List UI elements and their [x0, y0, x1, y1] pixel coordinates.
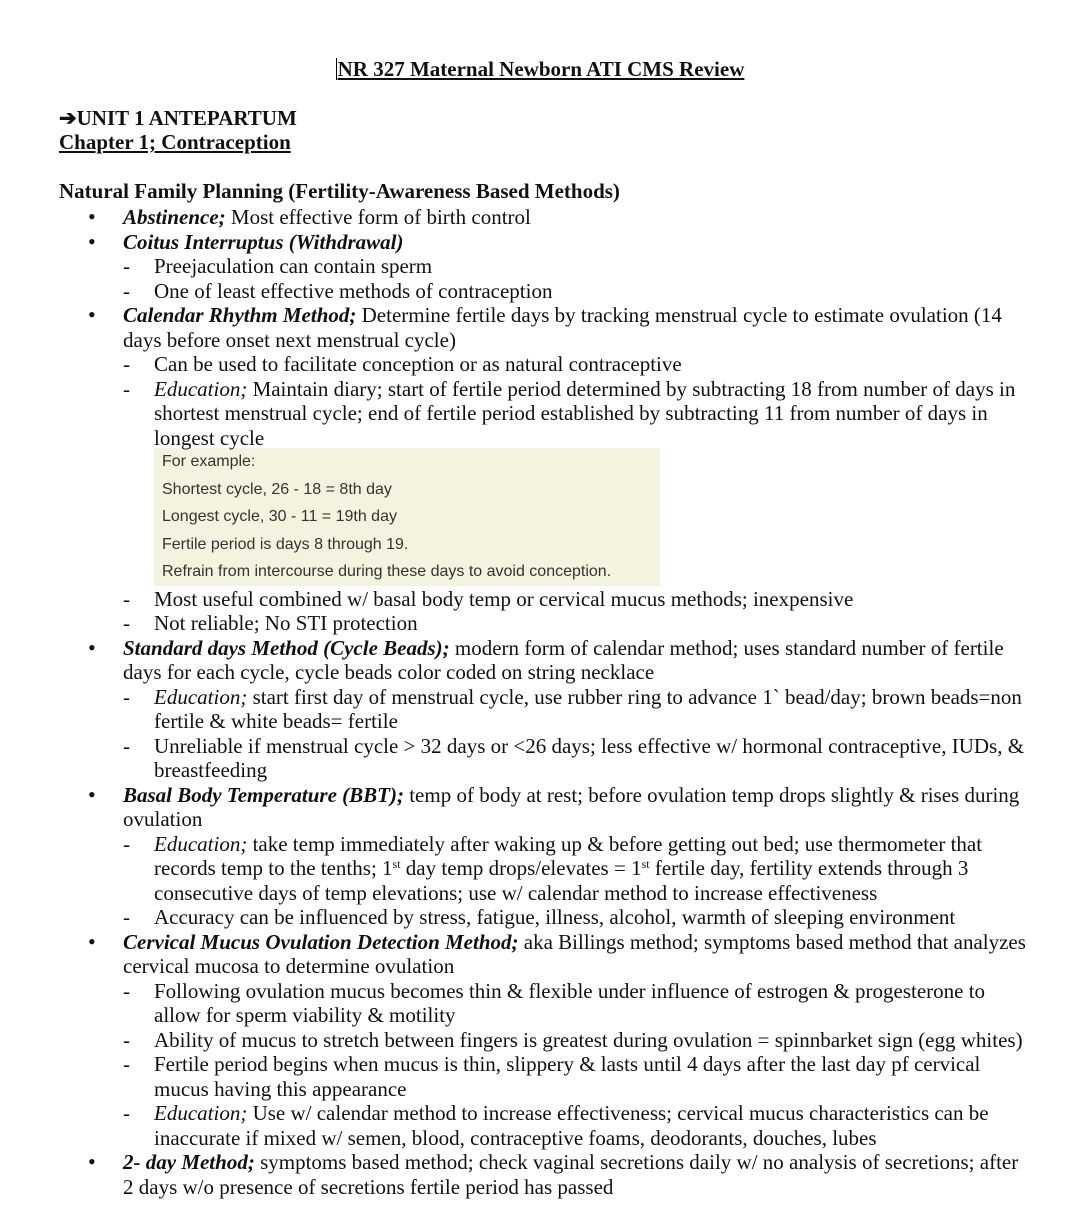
bullet-coitus-interruptus: • Coitus Interruptus (Withdrawal) [59, 230, 1029, 255]
bullet-abstinence: • Abstinence; Most effective form of birth control [59, 205, 1029, 230]
sub-item: - Ability of mucus to stretch between fingers is greatest during ovulation = spinnbarket sign (egg whites) [59, 1028, 1029, 1053]
bullet-cervical-mucus: • Cervical Mucus Ovulation Detection Method; aka Billings method; symptoms based method that analyzes cervical mucosa to determine ovulation [59, 930, 1029, 979]
bullet-standard-days: • Standard days Method (Cycle Beads); modern form of calendar method; uses standard number of fertile days for each cycle, cycle beads color coded on string necklace [59, 636, 1029, 685]
bullet-calendar-rhythm: • Calendar Rhythm Method; Determine fertile days by tracking menstrual cycle to estimate ovulation (14 days before onset next menstrual cycle) [59, 303, 1029, 352]
sub-item: - Following ovulation mucus becomes thin & flexible under influence of estrogen & progesterone to allow for sperm viability & motility [59, 979, 1029, 1028]
bullet-two-day-method: • 2- day Method; symptoms based method; check vaginal secretions daily w/ no analysis of secretions; after 2 days w/o presence of secretions fertile period has passed [59, 1150, 1029, 1199]
section-heading: Natural Family Planning (Fertility-Awareness Based Methods) [59, 179, 620, 203]
sub-item: - One of least effective methods of contraception [59, 279, 1029, 304]
sub-item-education: - Education; start first day of menstrual cycle, use rubber ring to advance 1` bead/day; brown beads=non fertile & white beads= fertile [59, 685, 1029, 734]
sub-item-education: - Education; Use w/ calendar method to increase effectiveness; cervical mucus characteristics can be inaccurate if mixed w/ semen, blood, contraceptive foams, deodorants, douches, lubes [59, 1101, 1029, 1150]
example-callout [154, 448, 660, 586]
document-title: NR 327 Maternal Newborn ATI CMS Review [337, 57, 745, 81]
sub-item: - Accuracy can be influenced by stress, fatigue, illness, alcohol, warmth of sleeping environment [59, 905, 1029, 930]
sub-item: - Can be used to facilitate conception or as natural contraceptive [59, 352, 1029, 377]
chapter-heading: Chapter 1; Contraception [59, 130, 291, 154]
sub-item: - Preejaculation can contain sperm [59, 254, 1029, 279]
sub-item: - Most useful combined w/ basal body temp or cervical mucus methods; inexpensive [59, 587, 1029, 612]
document-body [59, 205, 1029, 1199]
arrow-icon: ➔ [59, 106, 77, 130]
example-line: Shortest cycle, 26 - 18 = 8th day [162, 480, 392, 498]
text-cursor [336, 58, 337, 80]
sub-item: - Not reliable; No STI protection [59, 611, 1029, 636]
unit-heading: ➔UNIT 1 ANTEPARTUM [59, 106, 297, 130]
sub-item-education: - Education; Maintain diary; start of fertile period determined by subtracting 18 from number of days in shortest menstrual cycle; end of fertile period established by subtracting 11 from number of days in longest cycle [59, 377, 1029, 451]
example-line: Fertile period is days 8 through 19. [162, 535, 409, 553]
sub-item: - Fertile period begins when mucus is thin, slippery & lasts until 4 days after the last day pf cervical mucus having this appearance [59, 1052, 1029, 1101]
bullet-basal-body-temp: • Basal Body Temperature (BBT); temp of body at rest; before ovulation temp drops slightly & rises during ovulation [59, 783, 1029, 832]
example-line: Refrain from intercourse during these days to avoid conception. [162, 563, 612, 581]
example-line: For example: [162, 453, 256, 470]
sub-item-education: - Education; take temp immediately after waking up & before getting out bed; use thermometer that records temp to the tenths; 1st day temp drops/elevates = 1st fertile day, fertility extends through 3 consecutive days of temp elevations; use w/ calendar method to increase effectiveness [59, 832, 1029, 906]
sub-item: - Unreliable if menstrual cycle > 32 days or <26 days; less effective w/ hormonal contraceptive, IUDs, & breastfeeding [59, 734, 1029, 783]
example-line: Longest cycle, 30 - 11 = 19th day [162, 508, 397, 526]
